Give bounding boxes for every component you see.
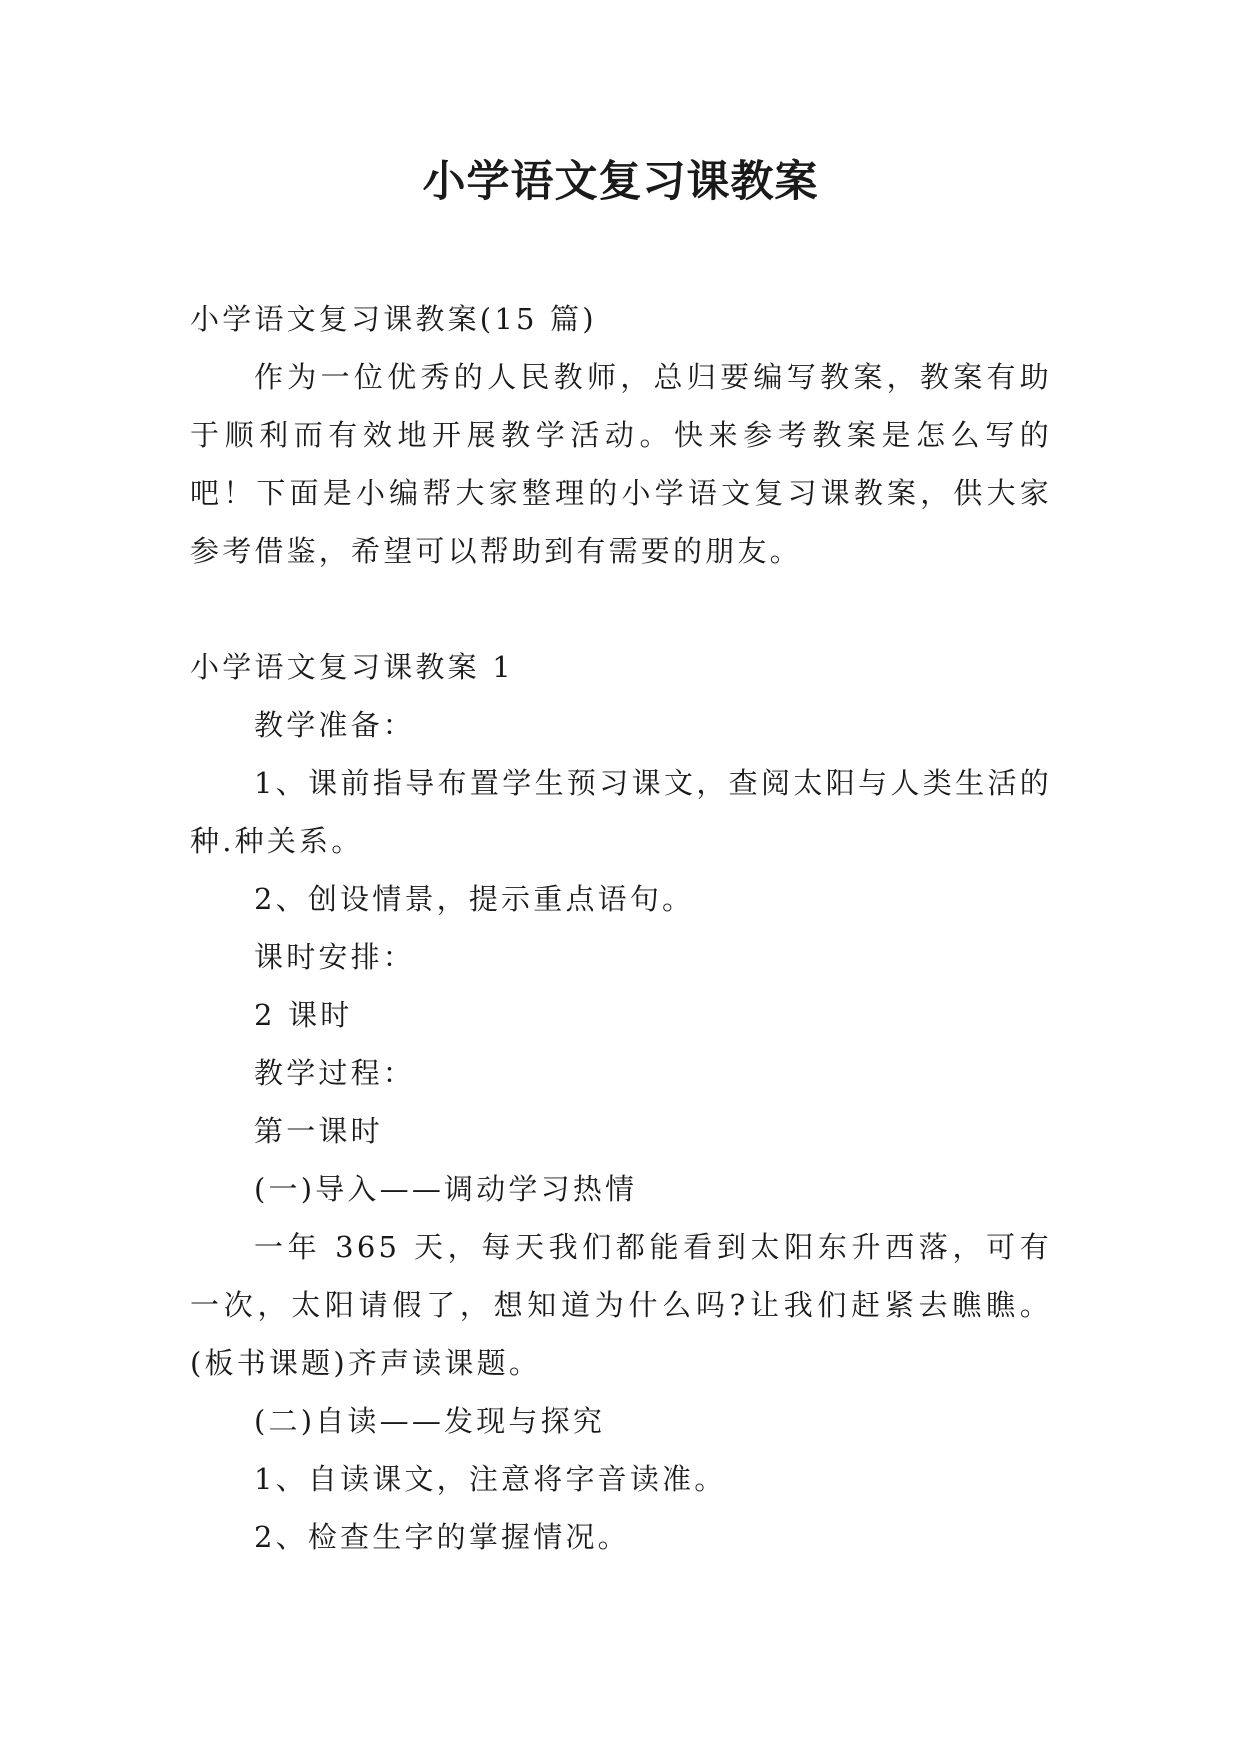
paragraph: 教学过程： bbox=[254, 1056, 416, 1090]
document-title: 小学语文复习课教案 bbox=[422, 157, 819, 207]
paragraph: 一年 365 天，每天我们都能看到太阳东升西落，可有一次，太阳请假了，想知道为什么吗?让我们赶紧去瞧瞧。(板书课题)齐声读课题。 bbox=[190, 1230, 1052, 1380]
paragraph: 1、自读课文，注意将字音读准。 bbox=[254, 1462, 727, 1496]
paragraph: 第一课时 bbox=[254, 1114, 383, 1148]
section-heading: 小学语文复习课教案 1 bbox=[190, 650, 514, 684]
paragraph: 2、创设情景，提示重点语句。 bbox=[254, 882, 695, 916]
paragraph: 2 课时 bbox=[254, 998, 353, 1032]
paragraph: (二)自读——发现与探究 bbox=[254, 1404, 606, 1438]
document-body bbox=[190, 290, 1052, 1566]
paragraph: (一)导入——调动学习热情 bbox=[254, 1172, 638, 1206]
paragraph: 课时安排： bbox=[254, 940, 416, 974]
document-subtitle: 小学语文复习课教案(15 篇) bbox=[190, 302, 597, 336]
paragraph: 1、课前指导布置学生预习课文，查阅太阳与人类生活的种.种关系。 bbox=[190, 766, 1052, 858]
intro-paragraph: 作为一位优秀的人民教师，总归要编写教案，教案有助于顺利而有效地开展教学活动。快来参考教案是怎么写的吧！下面是小编帮大家整理的小学语文复习课教案，供大家参考借鉴，希望可以帮助到有需要的朋友。 bbox=[190, 360, 1052, 568]
paragraph: 2、检查生字的掌握情况。 bbox=[254, 1520, 630, 1554]
paragraph: 教学准备： bbox=[254, 708, 416, 742]
